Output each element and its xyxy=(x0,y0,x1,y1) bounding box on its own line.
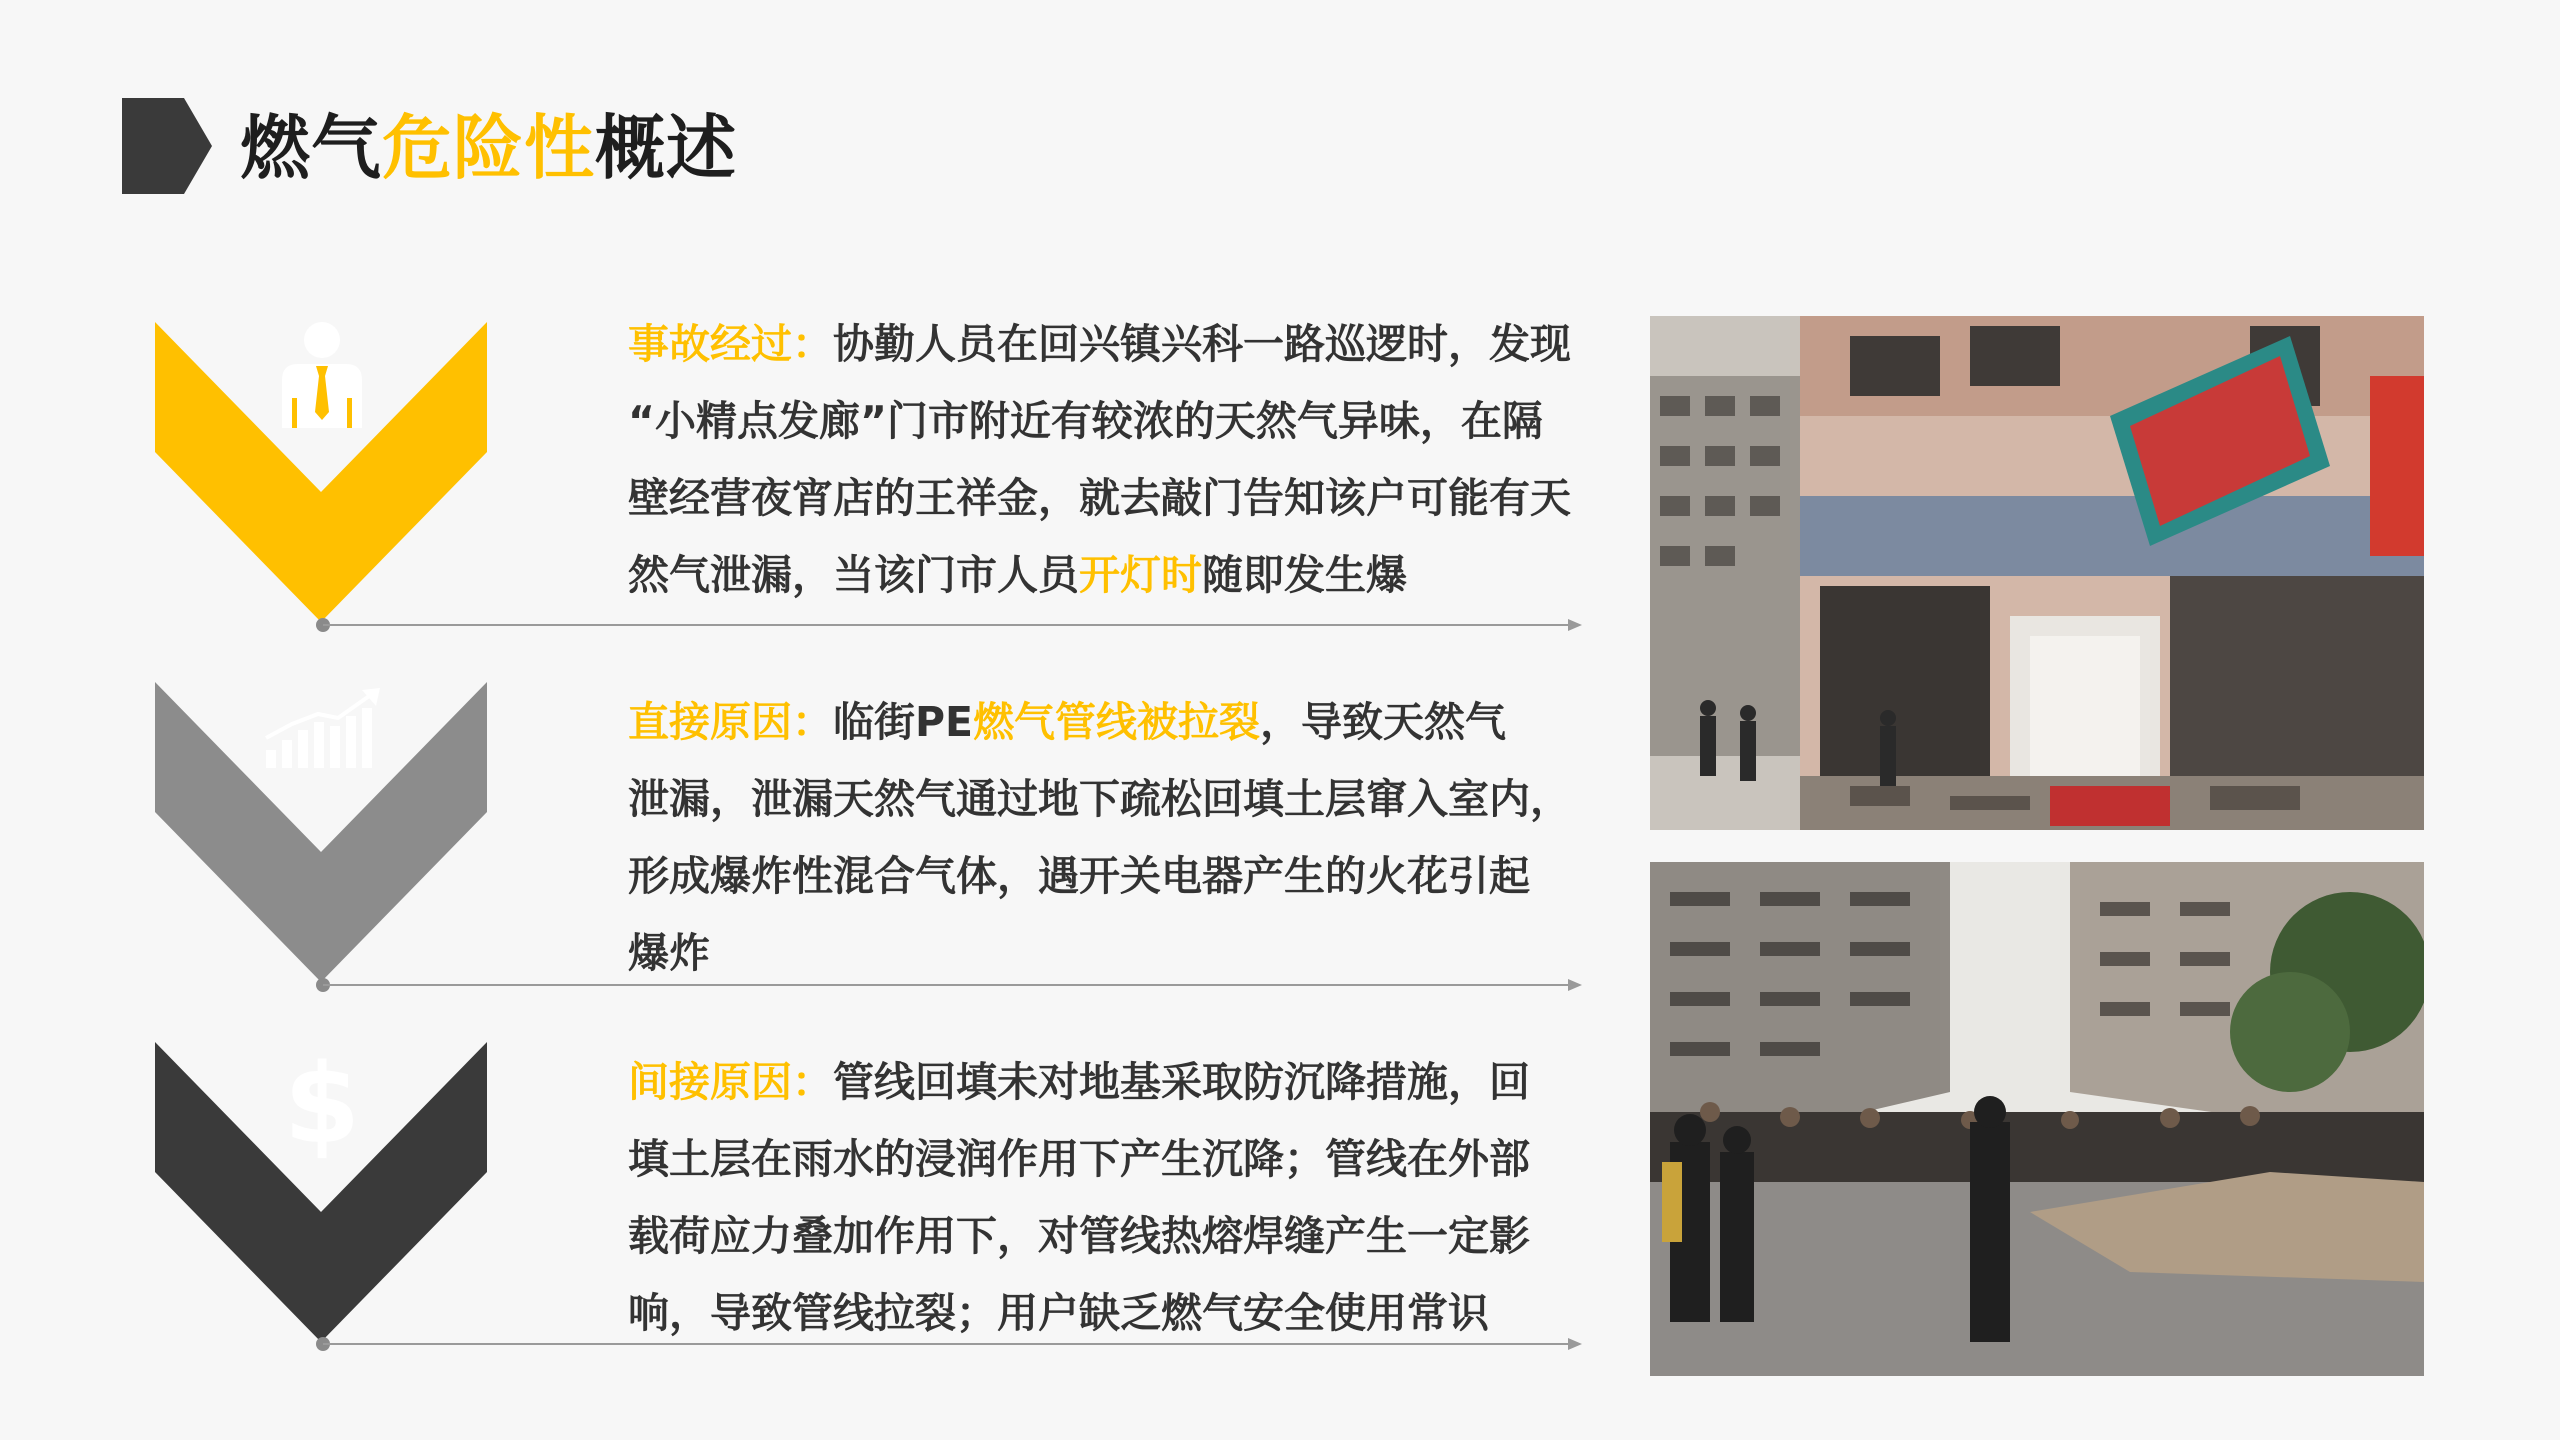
title-marker-icon xyxy=(122,98,212,194)
text-line: 填土层在雨水的浸润作用下产生沉降；管线在外部 xyxy=(628,1135,1530,1183)
text-line: 爆炸 xyxy=(628,929,710,977)
text-line: 响，导致管线拉裂；用户缺乏燃气安全使用常识 xyxy=(628,1289,1489,1337)
text-line: 壁经营夜宵店的王祥金，就去敲门告知该户可能有天 xyxy=(628,474,1571,522)
dollar-icon: $ xyxy=(283,1040,361,1168)
damaged-storefront-photo xyxy=(1650,316,2424,830)
text-line: 然气泄漏，当该门市人员开灯时随即发生爆 xyxy=(628,551,1407,599)
growth-chart-icon xyxy=(262,686,386,768)
accident-process-text xyxy=(628,306,1618,614)
page-title: 燃气危险性概述 xyxy=(240,107,737,189)
item-label: 事故经过： xyxy=(628,320,833,368)
text-line: 间接原因：管线回填未对地基采取防沉降措施，回 xyxy=(628,1058,1530,1106)
text-line: 载荷应力叠加作用下，对管线热熔焊缝产生一定影 xyxy=(628,1212,1530,1260)
indirect-cause-text xyxy=(628,1044,1618,1352)
direct-cause-text xyxy=(628,684,1618,992)
item-label: 直接原因： xyxy=(628,698,833,746)
explosion-street-crowd-photo xyxy=(1650,862,2424,1376)
text-line: 泄漏，泄漏天然气通过地下疏松回填土层窜入室内， xyxy=(628,775,1571,823)
text-line: 事故经过：协勤人员在回兴镇兴科一路巡逻时，发现 xyxy=(628,320,1571,368)
text-line: 形成爆炸性混合气体，遇开关电器产生的火花引起 xyxy=(628,852,1530,900)
timeline-divider xyxy=(316,615,1586,635)
text-line: “小精点发廊”门市附近有较浓的天然气异味，在隔 xyxy=(628,397,1543,445)
person-icon xyxy=(276,320,368,428)
text-line: 直接原因：临街PE燃气管线被拉裂，导致天然气 xyxy=(628,698,1507,746)
item-label: 间接原因： xyxy=(628,1058,833,1106)
